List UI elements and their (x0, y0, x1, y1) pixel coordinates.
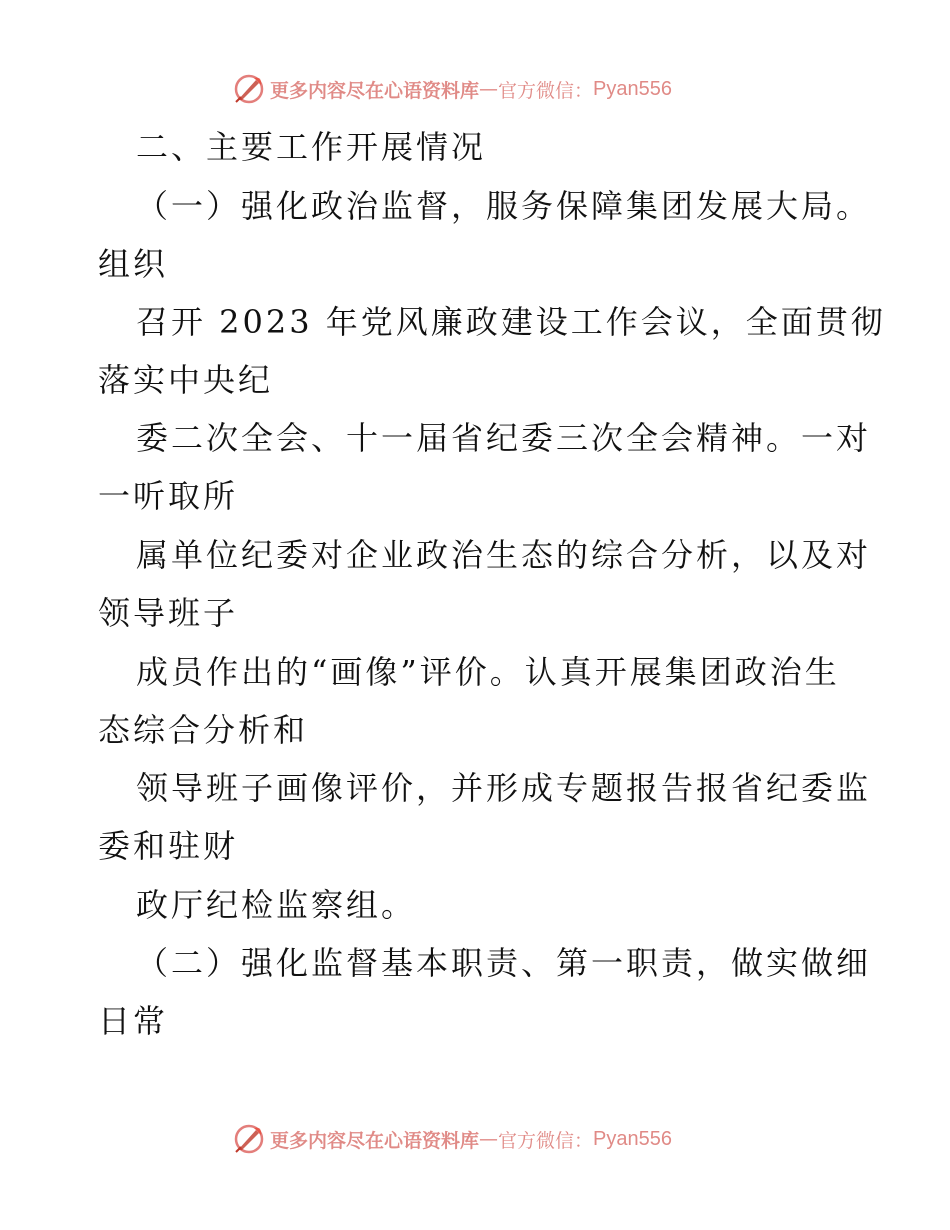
text-line: 态综合分析和 (98, 711, 309, 749)
banner-wechat-label: 官方微信： (498, 79, 594, 102)
text-line: 组织 (98, 245, 169, 283)
subsection-heading: （一）强化政治监督，服务保障集团发展大局。 (136, 187, 872, 225)
feather-pen-logo-icon (232, 72, 266, 106)
text-line: 政厅纪检监察组。 (136, 886, 417, 924)
subsection-heading: （二）强化监督基本职责、第一职责，做实做细 (136, 944, 872, 982)
text-line: 召开 2023 年党风廉政建设工作会议，全面贯彻 (136, 303, 886, 341)
text-line: 领导班子画像评价，并形成专题报告报省纪委监 (136, 769, 872, 807)
text-line: 委二次全会、十一届省纪委三次全会精神。一对 (136, 419, 872, 457)
section-heading: 二、主要工作开展情况 (136, 128, 487, 166)
banner-title: 更多内容尽在心语资料库 (270, 79, 480, 102)
banner-content (232, 1122, 672, 1156)
text-line: 委和驻财 (98, 827, 239, 865)
text-line: 属单位纪委对企业政治生态的综合分析，以及对 (136, 536, 872, 574)
banner-title: 更多内容尽在心语资料库 (270, 1129, 480, 1152)
banner-dash: — (479, 1128, 499, 1150)
header-banner (0, 68, 950, 108)
text-line: 日常 (98, 1002, 169, 1040)
text-line: 一听取所 (98, 477, 239, 515)
text-line: 成员作出的“画像”评价。认真开展集团政治生 (136, 653, 840, 691)
feather-pen-logo-icon (232, 1122, 266, 1156)
banner-content (232, 72, 672, 106)
text-line: 领导班子 (98, 594, 239, 632)
text-line: 落实中央纪 (98, 361, 274, 399)
banner-wechat-label: 官方微信： (498, 1129, 594, 1152)
banner-dash: — (479, 78, 499, 100)
footer-banner (0, 1118, 950, 1158)
banner-wechat-id: Pyan556 (593, 77, 672, 100)
banner-wechat-id: Pyan556 (593, 1127, 672, 1150)
